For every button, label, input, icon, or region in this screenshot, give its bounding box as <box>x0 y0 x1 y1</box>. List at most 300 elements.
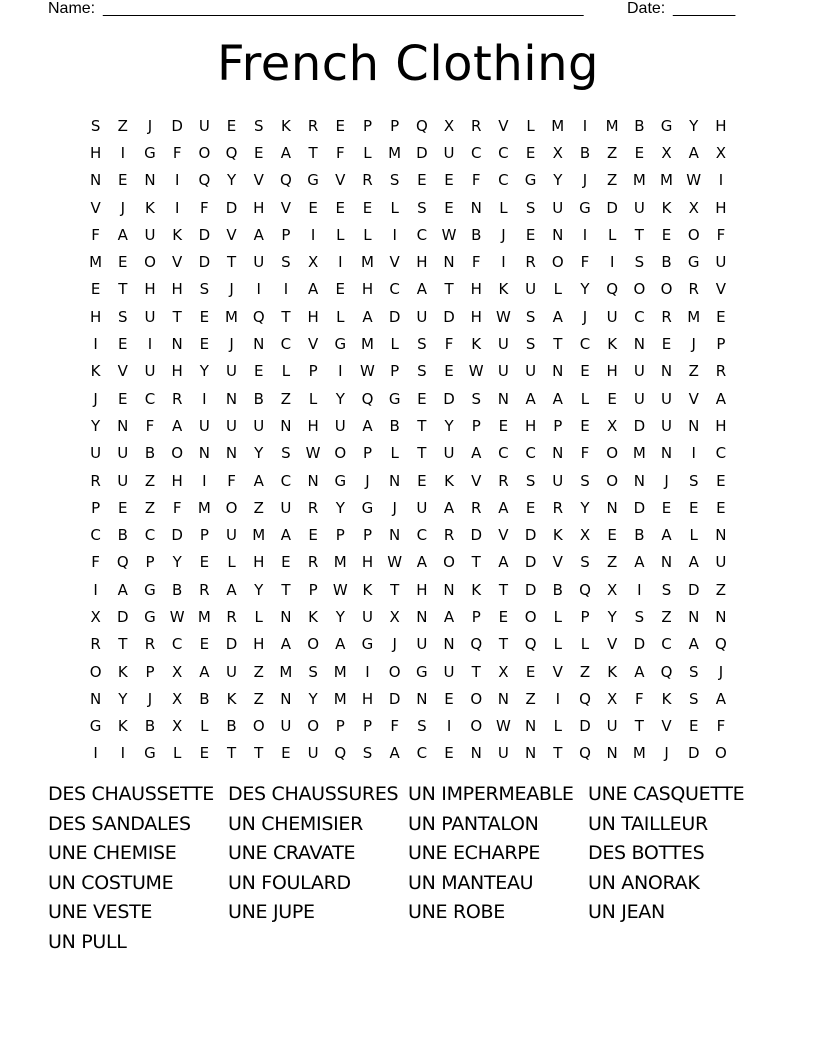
grid-letter: Z <box>144 498 156 517</box>
grid-letter: Q <box>715 635 727 654</box>
grid-row <box>82 276 742 303</box>
grid-letter: G <box>144 744 156 763</box>
grid-letter: A <box>307 280 319 299</box>
grid-letter: X <box>607 689 618 708</box>
grid-letter: N <box>633 471 645 490</box>
grid-row <box>82 740 742 767</box>
grid-letter: Q <box>470 635 483 654</box>
grid-letter: E <box>335 116 346 135</box>
grid-letter: C <box>661 635 672 654</box>
grid-letter: C <box>280 471 292 490</box>
word-list-item: UN TAILLEUR <box>588 812 708 835</box>
grid-letter: E <box>634 143 645 162</box>
grid-letter: P <box>199 526 209 545</box>
grid-letter: X <box>579 526 591 545</box>
grid-letter: R <box>226 607 237 626</box>
grid-letter: F <box>200 198 209 217</box>
grid-letter: U <box>253 253 265 272</box>
grid-letter: L <box>580 389 590 408</box>
grid-letter: J <box>392 498 397 517</box>
grid-letter: U <box>606 717 618 736</box>
grid-letter: K <box>117 662 128 681</box>
grid-letter: P <box>145 662 155 681</box>
grid-letter: B <box>389 416 400 435</box>
grid-letter: W <box>387 553 403 572</box>
word-list-item: UN COSTUME <box>48 871 174 894</box>
grid-letter: P <box>362 526 372 545</box>
grid-letter: M <box>333 689 347 708</box>
grid-letter: E <box>199 635 210 654</box>
grid-letter: G <box>687 253 700 272</box>
grid-letter: U <box>253 416 265 435</box>
grid-letter: U <box>633 198 645 217</box>
grid-letter: P <box>390 116 400 135</box>
grid-letter: Z <box>253 498 264 517</box>
grid-letter: J <box>229 335 234 354</box>
grid-letter: D <box>443 389 455 408</box>
grid-letter: M <box>605 116 619 135</box>
grid-letter: U <box>416 498 428 517</box>
grid-letter: N <box>144 171 156 190</box>
grid-letter: E <box>525 225 536 244</box>
grid-letter: S <box>634 607 645 626</box>
grid-letter: U <box>416 635 428 654</box>
grid-letter: D <box>524 553 537 572</box>
grid-letter: L <box>580 635 590 654</box>
grid-letter: G <box>361 635 374 654</box>
grid-letter: T <box>553 744 563 763</box>
grid-letter: N <box>416 607 428 626</box>
grid-letter: V <box>389 253 400 272</box>
grid-letter: K <box>145 198 155 217</box>
grid-letter: P <box>580 607 590 626</box>
grid-letter: L <box>363 225 372 244</box>
grid-letter: B <box>253 389 264 408</box>
grid-letter: E <box>417 171 427 190</box>
word-list-item: UN MANTEAU <box>408 871 534 894</box>
grid-letter: N <box>497 689 510 708</box>
grid-letter: M <box>687 307 701 326</box>
word-list-item: UN IMPERMEABLE <box>408 783 574 805</box>
grid-letter: H <box>715 416 727 435</box>
grid-letter: U <box>280 717 292 736</box>
grid-letter: D <box>388 307 401 326</box>
grid-letter: A <box>253 225 264 244</box>
grid-letter: G <box>361 498 374 517</box>
grid-letter: F <box>716 225 726 244</box>
grid-letter: E <box>444 171 454 190</box>
grid-letter: Z <box>144 471 156 490</box>
grid-letter: R <box>552 498 563 517</box>
grid-letter: K <box>90 362 101 381</box>
grid-letter: O <box>198 143 211 162</box>
grid-letter: P <box>335 717 345 736</box>
grid-letter: N <box>633 335 645 354</box>
grid-letter: E <box>525 662 536 681</box>
grid-letter: B <box>172 580 183 599</box>
grid-letter: E <box>281 553 291 572</box>
name-blank-line: ______________________________________________________ <box>103 0 584 17</box>
grid-letter: A <box>498 553 509 572</box>
grid-letter: X <box>661 143 672 162</box>
grid-letter: R <box>307 116 319 135</box>
grid-letter: U <box>525 362 537 381</box>
word-list-item: UN JEAN <box>588 901 665 924</box>
grid-letter: U <box>633 362 645 381</box>
grid-letter: P <box>471 607 481 626</box>
grid-letter: Y <box>254 444 264 463</box>
grid-letter: R <box>307 553 319 572</box>
grid-letter: T <box>634 225 644 244</box>
grid-letter: X <box>552 143 563 162</box>
grid-letter: R <box>307 498 319 517</box>
grid-letter: B <box>144 444 156 463</box>
grid-letter: H <box>606 362 618 381</box>
grid-letter: N <box>280 607 292 626</box>
grid-letter: U <box>198 116 210 135</box>
grid-letter: E <box>118 498 128 517</box>
grid-letter: M <box>225 307 238 326</box>
grid-letter: W <box>686 171 702 190</box>
grid-letter: X <box>607 580 618 599</box>
grid-letter: M <box>388 143 402 162</box>
grid-letter: O <box>660 280 673 299</box>
grid-letter: A <box>552 389 563 408</box>
grid-letter: S <box>253 116 264 135</box>
grid-letter: V <box>607 635 618 654</box>
grid-letter: U <box>552 198 564 217</box>
grid-letter: V <box>552 553 563 572</box>
grid-letter: J <box>582 307 588 326</box>
grid-letter: Z <box>280 389 292 408</box>
grid-letter: N <box>715 607 727 626</box>
grid-letter: O <box>551 253 564 272</box>
grid-letter: N <box>443 580 455 599</box>
grid-letter: O <box>388 662 401 681</box>
grid-letter: N <box>552 444 564 463</box>
grid-letter: L <box>526 116 535 135</box>
grid-letter: N <box>117 416 129 435</box>
grid-row <box>82 494 742 521</box>
grid-letter: N <box>280 416 292 435</box>
grid-letter: H <box>171 280 183 299</box>
grid-letter: J <box>120 198 125 217</box>
grid-letter: R <box>171 389 183 408</box>
grid-letter: N <box>443 253 455 272</box>
grid-letter: E <box>335 198 346 217</box>
grid-letter: N <box>552 225 564 244</box>
grid-letter: H <box>416 580 428 599</box>
grid-letter: Q <box>660 662 673 681</box>
word-list-item: UNE ROBE <box>408 901 505 924</box>
grid-letter: S <box>525 335 536 354</box>
grid-letter: O <box>144 253 156 272</box>
grid-letter: C <box>144 389 156 408</box>
grid-letter: E <box>580 416 590 435</box>
grid-letter: H <box>470 280 482 299</box>
grid-letter: S <box>417 198 427 217</box>
grid-letter: B <box>199 689 210 708</box>
grid-letter: J <box>582 171 588 190</box>
grid-letter: U <box>443 143 455 162</box>
grid-row <box>82 248 742 275</box>
grid-letter: D <box>470 526 482 545</box>
grid-letter: Y <box>172 553 182 572</box>
grid-letter: I <box>283 280 289 299</box>
grid-letter: A <box>117 580 128 599</box>
grid-letter: D <box>633 416 646 435</box>
grid-letter: N <box>416 689 428 708</box>
grid-letter: J <box>147 116 153 135</box>
grid-letter: S <box>90 116 101 135</box>
grid-letter: F <box>390 717 399 736</box>
grid-letter: Y <box>580 280 590 299</box>
grid-letter: E <box>417 471 427 490</box>
grid-row <box>82 631 742 658</box>
grid-letter: D <box>606 198 618 217</box>
grid-letter: T <box>172 307 182 326</box>
grid-letter: V <box>280 198 292 217</box>
grid-letter: E <box>90 280 101 299</box>
grid-letter: S <box>688 689 699 708</box>
grid-letter: O <box>606 444 619 463</box>
grid-letter: K <box>280 116 291 135</box>
grid-letter: L <box>254 607 263 626</box>
grid-letter: M <box>360 335 374 354</box>
grid-letter: Q <box>252 307 265 326</box>
grid-letter: U <box>226 662 238 681</box>
grid-letter: A <box>525 389 536 408</box>
grid-letter: H <box>307 307 319 326</box>
grid-letter: G <box>334 335 347 354</box>
grid-letter: N <box>443 635 455 654</box>
grid-letter: T <box>118 635 128 654</box>
grid-letter: L <box>172 744 182 763</box>
grid-letter: K <box>117 717 128 736</box>
grid-letter: D <box>524 580 537 599</box>
grid-letter: A <box>443 498 455 517</box>
grid-letter: P <box>362 116 372 135</box>
grid-letter: C <box>525 444 536 463</box>
grid-letter: N <box>524 717 537 736</box>
grid-letter: S <box>525 307 536 326</box>
grid-letter: U <box>144 225 156 244</box>
grid-letter: E <box>716 471 726 490</box>
grid-letter: E <box>607 526 617 545</box>
grid-letter: I <box>338 362 343 381</box>
grid-row <box>82 521 742 548</box>
grid-letter: G <box>89 717 102 736</box>
grid-letter: I <box>174 198 180 217</box>
grid-letter: Q <box>579 580 591 599</box>
grid-letter: E <box>281 744 291 763</box>
grid-letter: I <box>202 389 207 408</box>
grid-letter: I <box>174 171 180 190</box>
grid-letter: C <box>416 225 428 244</box>
grid-letter: F <box>145 416 155 435</box>
grid-letter: E <box>308 198 318 217</box>
grid-letter: T <box>471 662 481 681</box>
word-list-item: DES CHAUSSETTE <box>48 783 215 805</box>
grid-letter: F <box>172 498 182 517</box>
grid-letter: H <box>524 416 537 435</box>
grid-letter: H <box>361 689 374 708</box>
grid-letter: C <box>498 171 509 190</box>
grid-letter: I <box>609 253 615 272</box>
grid-letter: H <box>416 253 428 272</box>
grid-letter: A <box>552 307 563 326</box>
grid-letter: D <box>388 689 401 708</box>
grid-letter: N <box>660 553 673 572</box>
grid-letter: A <box>362 416 373 435</box>
grid-letter: A <box>688 143 699 162</box>
grid-letter: K <box>308 607 319 626</box>
grid-letter: M <box>89 253 103 272</box>
grid-letter: K <box>444 471 454 490</box>
grid-letter: M <box>632 171 646 190</box>
grid-letter: A <box>280 143 292 162</box>
grid-letter: F <box>91 225 100 244</box>
grid-letter: S <box>417 362 427 381</box>
grid-letter: J <box>147 689 153 708</box>
grid-row <box>82 167 742 194</box>
grid-letter: H <box>171 362 183 381</box>
grid-letter: P <box>145 553 155 572</box>
grid-letter: J <box>229 280 234 299</box>
grid-letter: D <box>524 526 537 545</box>
grid-letter: N <box>280 689 292 708</box>
grid-letter: I <box>501 253 506 272</box>
grid-letter: M <box>197 607 211 626</box>
grid-letter: S <box>688 662 699 681</box>
grid-letter: I <box>93 744 98 763</box>
grid-letter: A <box>498 498 509 517</box>
grid-letter: U <box>144 307 156 326</box>
grid-letter: N <box>470 198 482 217</box>
grid-letter: L <box>390 335 399 354</box>
grid-letter: D <box>416 143 428 162</box>
grid-letter: J <box>93 389 98 408</box>
grid-letter: W <box>360 362 375 381</box>
grid-letter: B <box>144 717 156 736</box>
grid-letter: X <box>172 662 183 681</box>
grid-letter: Z <box>579 662 591 681</box>
word-list-item: DES BOTTES <box>588 842 705 865</box>
word-search-grid <box>82 112 742 767</box>
grid-letter: E <box>525 143 536 162</box>
grid-letter: U <box>416 307 428 326</box>
grid-letter: X <box>307 253 319 272</box>
grid-letter: O <box>252 717 265 736</box>
grid-letter: U <box>661 416 673 435</box>
grid-letter: N <box>171 335 183 354</box>
grid-letter: F <box>580 253 590 272</box>
grid-letter: U <box>226 362 238 381</box>
grid-letter: S <box>417 335 427 354</box>
grid-letter: U <box>361 607 373 626</box>
grid-letter: Y <box>444 416 454 435</box>
grid-letter: W <box>495 717 511 736</box>
grid-letter: O <box>307 635 319 654</box>
grid-letter: L <box>607 225 617 244</box>
grid-letter: U <box>497 335 509 354</box>
grid-letter: Y <box>118 689 128 708</box>
grid-row <box>82 358 742 385</box>
grid-letter: W <box>495 307 511 326</box>
grid-letter: C <box>634 307 645 326</box>
grid-letter: U <box>226 416 238 435</box>
grid-letter: R <box>498 471 509 490</box>
grid-letter: N <box>660 444 673 463</box>
grid-letter: X <box>715 143 727 162</box>
grid-letter: A <box>661 526 672 545</box>
word-list-item: UN FOULARD <box>228 871 351 894</box>
grid-letter: N <box>225 444 238 463</box>
grid-row <box>82 658 742 685</box>
grid-letter: H <box>361 553 374 572</box>
grid-letter: D <box>633 498 646 517</box>
grid-letter: D <box>117 607 129 626</box>
grid-letter: X <box>90 607 101 626</box>
grid-letter: U <box>144 362 156 381</box>
grid-letter: S <box>471 389 481 408</box>
word-list-item: DES CHAUSSURES <box>228 783 399 805</box>
grid-letter: H <box>307 416 319 435</box>
grid-letter: L <box>553 607 562 626</box>
grid-letter: E <box>716 498 726 517</box>
grid-letter: U <box>334 416 346 435</box>
grid-letter: U <box>497 362 509 381</box>
grid-letter: U <box>606 307 618 326</box>
grid-letter: R <box>471 498 482 517</box>
grid-letter: L <box>390 444 399 463</box>
grid-letter: B <box>579 143 591 162</box>
grid-letter: N <box>89 689 102 708</box>
grid-letter: Y <box>689 116 699 135</box>
grid-letter: Y <box>254 580 264 599</box>
grid-letter: O <box>89 662 102 681</box>
grid-letter: T <box>417 416 427 435</box>
grid-letter: T <box>498 580 508 599</box>
grid-row <box>82 303 742 330</box>
grid-letter: M <box>333 553 347 572</box>
grid-letter: J <box>718 662 724 681</box>
grid-letter: A <box>715 389 727 408</box>
grid-letter: U <box>198 416 210 435</box>
grid-letter: A <box>117 225 128 244</box>
date-label: Date: <box>627 0 666 17</box>
grid-letter: A <box>335 635 346 654</box>
grid-letter: E <box>444 744 454 763</box>
grid-letter: Q <box>198 171 211 190</box>
grid-letter: L <box>553 717 562 736</box>
grid-letter: S <box>118 307 128 326</box>
grid-letter: Y <box>91 416 101 435</box>
grid-letter: P <box>471 416 481 435</box>
grid-letter: W <box>468 362 484 381</box>
grid-letter: C <box>470 143 482 162</box>
grid-letter: E <box>525 498 536 517</box>
grid-letter: D <box>687 580 700 599</box>
grid-letter: S <box>525 471 536 490</box>
grid-row <box>82 603 742 630</box>
grid-letter: E <box>118 253 128 272</box>
grid-letter: A <box>362 307 373 326</box>
grid-letter: V <box>172 253 183 272</box>
grid-letter: N <box>307 471 319 490</box>
grid-letter: L <box>227 553 236 572</box>
grid-letter: V <box>471 471 482 490</box>
